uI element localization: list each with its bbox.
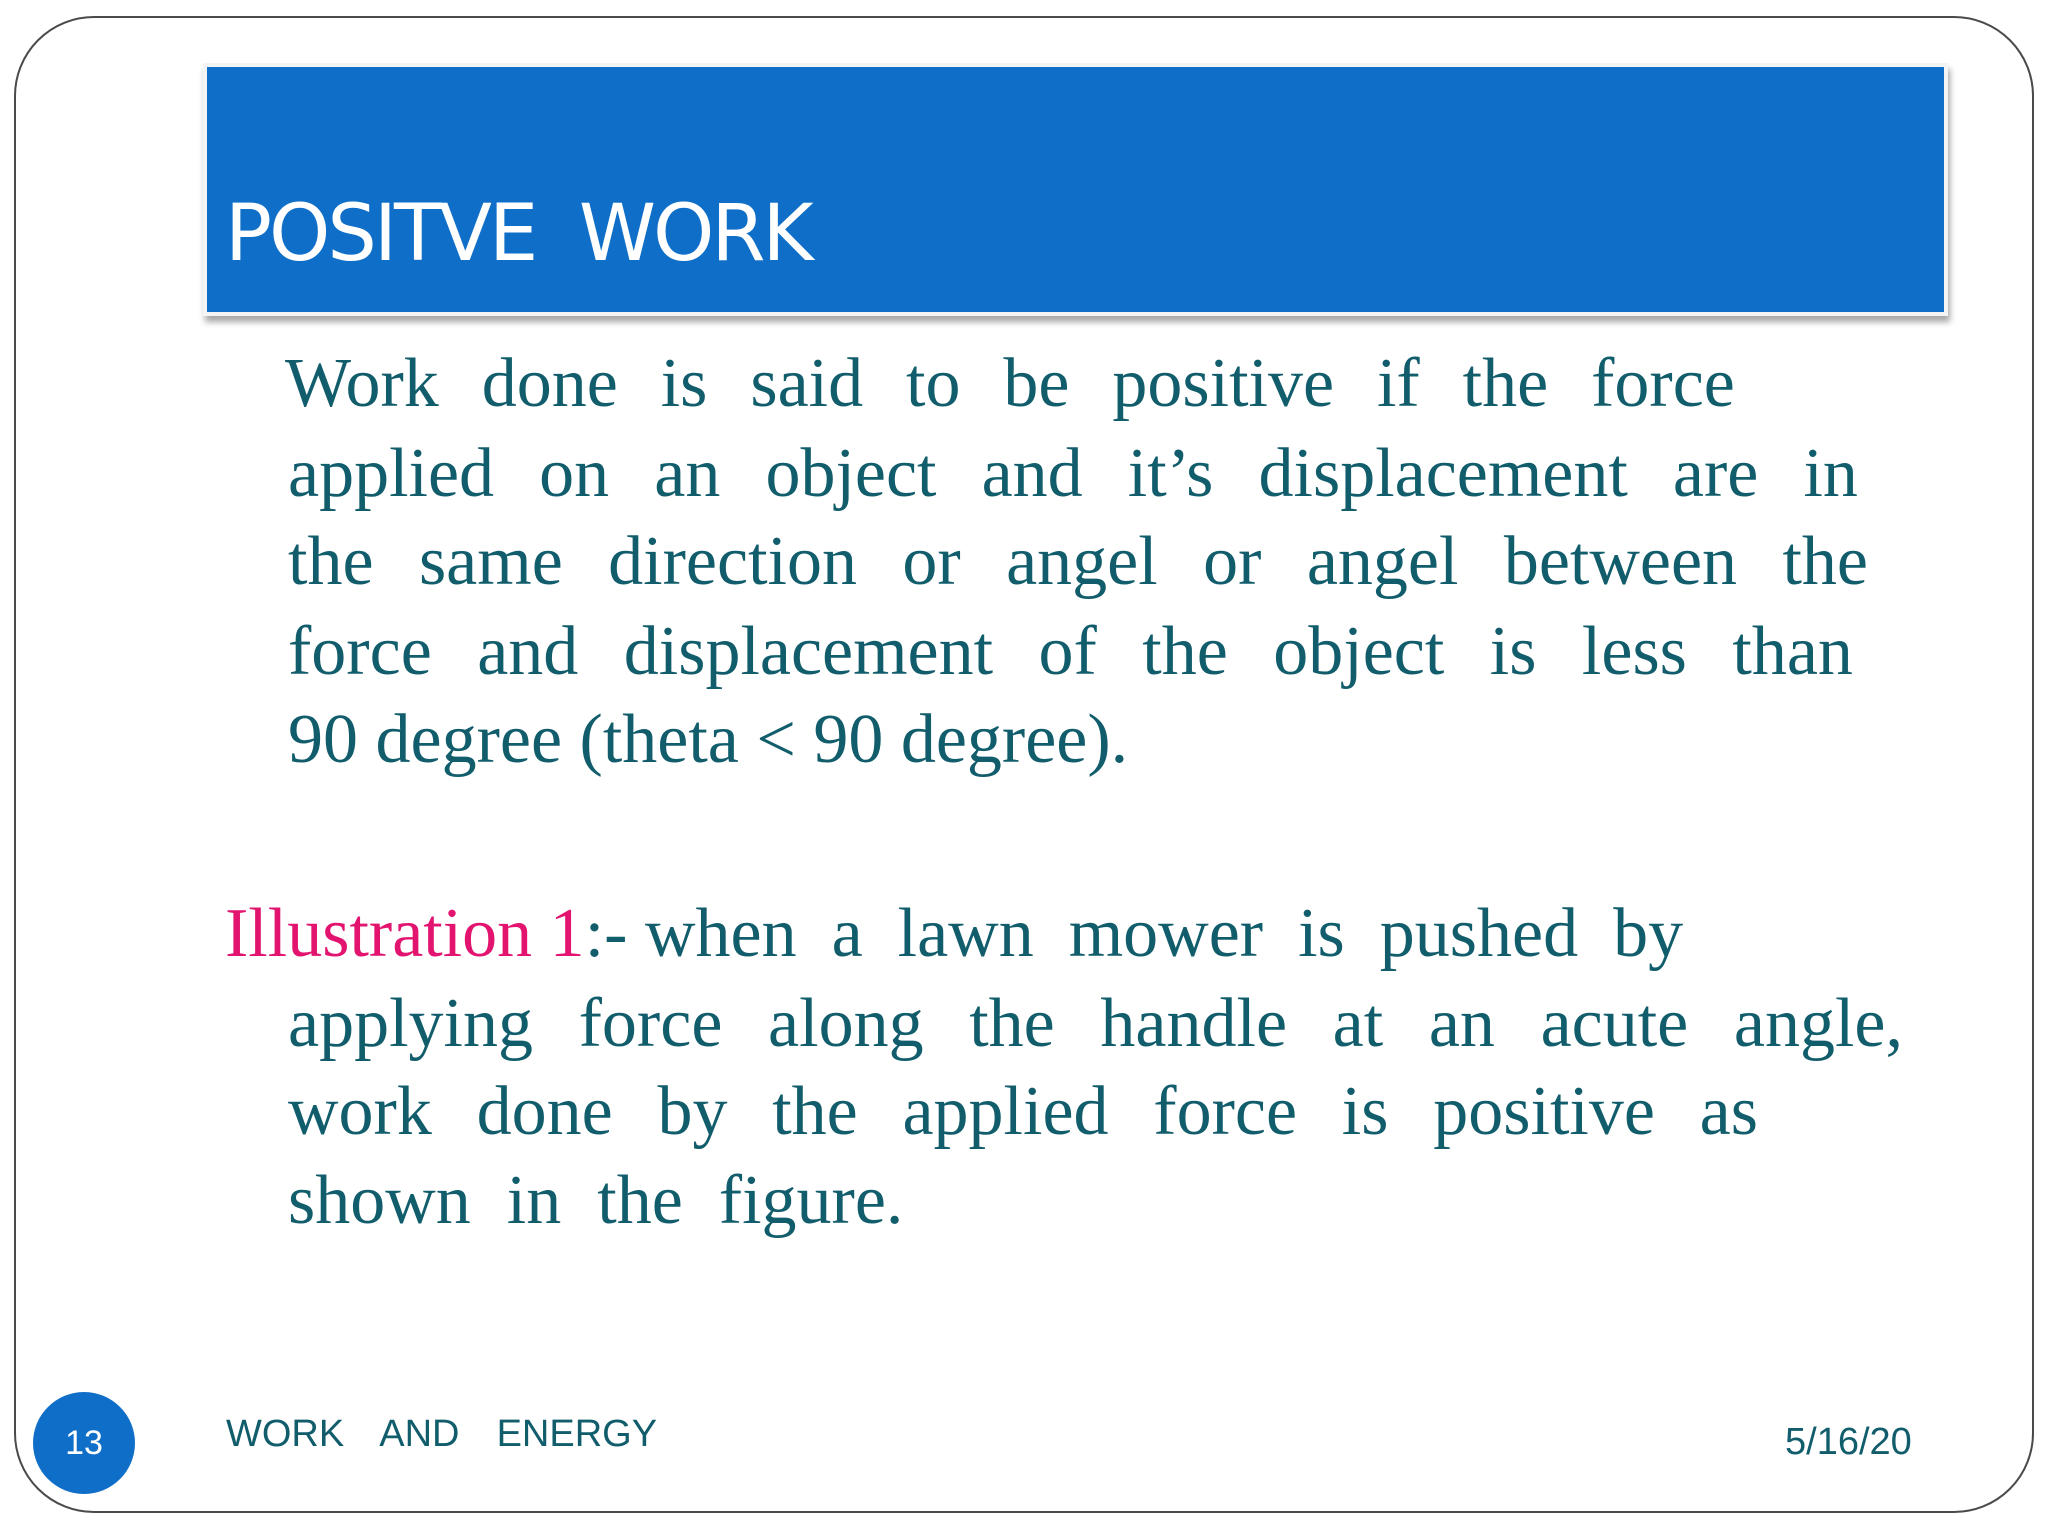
slide-number-badge: 13	[33, 1392, 135, 1494]
word: the	[1142, 613, 1228, 690]
paragraph-1-line	[288, 696, 1164, 784]
word: to	[906, 345, 961, 422]
word: applied	[288, 435, 495, 512]
word: an	[1428, 985, 1495, 1062]
word: on	[539, 435, 610, 512]
word: the	[597, 1162, 683, 1239]
word: 90 degree (theta < 90 degree).	[288, 701, 1129, 778]
word: force	[578, 985, 723, 1062]
word: positive	[1112, 345, 1335, 422]
word: by	[657, 1073, 728, 1150]
word: it’s	[1127, 435, 1214, 512]
word: angle,	[1733, 985, 1903, 1062]
word: force	[288, 613, 432, 690]
word: the	[969, 985, 1055, 1062]
word: angel	[1306, 523, 1459, 600]
word: the	[1462, 345, 1549, 422]
word: and	[477, 613, 579, 690]
word: applied	[902, 1073, 1109, 1150]
word: are	[1672, 435, 1759, 512]
paragraph-1-line	[285, 340, 1735, 428]
word: angel	[1006, 523, 1158, 600]
word: positive	[1433, 1073, 1655, 1150]
word: if	[1376, 345, 1420, 422]
word: acute	[1540, 985, 1689, 1062]
paragraph-2-first-line	[225, 890, 1683, 978]
word: handle	[1100, 985, 1288, 1062]
word: direction	[608, 523, 857, 600]
footer-date: 5/16/20	[1785, 1421, 1912, 1463]
word: object	[1273, 613, 1445, 690]
paragraph-1-line	[288, 430, 1858, 518]
word: and	[981, 435, 1083, 512]
footer-title: WORK AND ENERGY	[226, 1413, 658, 1455]
word: of	[1038, 613, 1097, 690]
word: shown	[288, 1162, 471, 1239]
word: work	[288, 1073, 432, 1150]
word: is	[1489, 613, 1537, 690]
illustration-label: Illustration 1	[225, 895, 585, 972]
word: less	[1581, 613, 1687, 690]
word: is	[1341, 1073, 1389, 1150]
word: figure.	[718, 1162, 904, 1239]
paragraph-2-line	[288, 1068, 1758, 1156]
word: Work	[285, 345, 439, 422]
word: is	[660, 345, 708, 422]
word: or	[902, 523, 961, 600]
word: along	[768, 985, 924, 1062]
word: said	[750, 345, 864, 422]
word: done	[476, 1073, 613, 1150]
word: displacement	[1258, 435, 1628, 512]
paragraph-1-line	[288, 608, 1853, 696]
word: at	[1332, 985, 1384, 1062]
word: the	[1782, 523, 1868, 600]
word: force	[1591, 345, 1735, 422]
word: force	[1153, 1073, 1298, 1150]
word: object	[765, 435, 937, 512]
paragraph-2-line	[288, 980, 1903, 1068]
word: the	[288, 523, 374, 600]
word: in	[506, 1162, 562, 1239]
word: than	[1732, 613, 1853, 690]
word: in	[1803, 435, 1858, 512]
paragraph-1-line	[288, 518, 1868, 606]
word: or	[1203, 523, 1262, 600]
word: between	[1503, 523, 1738, 600]
illustration-lead-text: :- when a lawn mower is pushed by	[584, 895, 1684, 972]
word: done	[481, 345, 618, 422]
word: as	[1699, 1073, 1758, 1150]
word: be	[1003, 345, 1070, 422]
slide-title: POSITVE WORK	[225, 189, 811, 279]
word: an	[654, 435, 721, 512]
word: the	[772, 1073, 858, 1150]
word: applying	[288, 985, 533, 1062]
paragraph-2-line	[288, 1157, 939, 1245]
word: same	[418, 523, 563, 600]
word: displacement	[623, 613, 994, 690]
